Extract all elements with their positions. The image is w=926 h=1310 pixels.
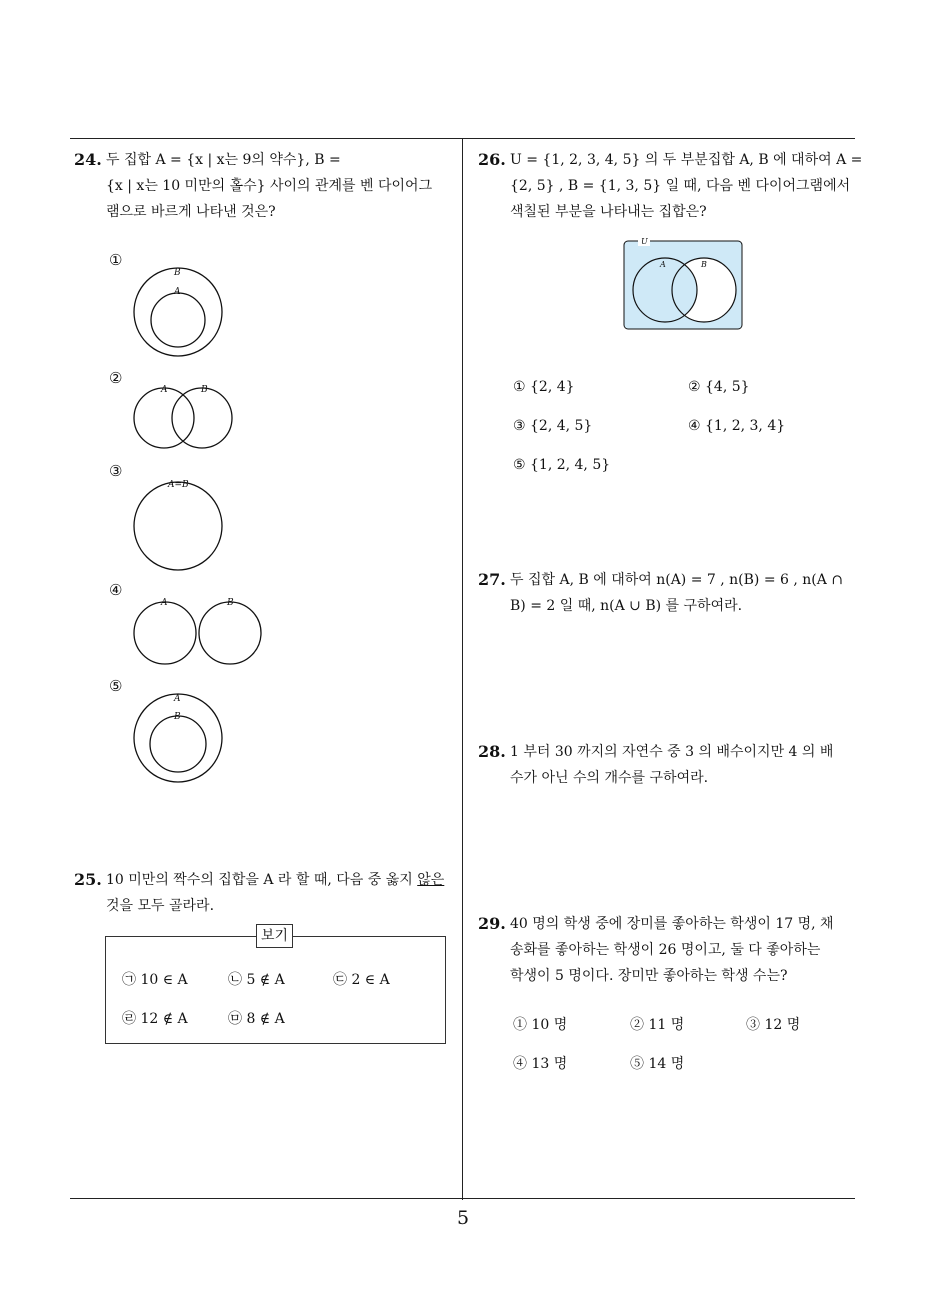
option-number[interactable]: ②: [109, 369, 123, 387]
question-line: 1 부터 30 까지의 자연수 중 3 의 배수이지만 4 의 배: [510, 744, 834, 760]
question-27: [478, 567, 860, 619]
question-line: B) = 2 일 때, n(A ∪ B) 를 구하여라.: [510, 598, 743, 614]
set-label: A: [161, 385, 168, 395]
bogi-item: ㉤ 8 ∉ A: [228, 1011, 285, 1027]
answer-choice-1[interactable]: ① 10 명: [513, 1017, 568, 1033]
answer-choice-5[interactable]: ⑤ {1, 2, 4, 5}: [513, 457, 611, 473]
answer-choice-1[interactable]: ① {2, 4}: [513, 379, 575, 395]
question-number: 28.: [478, 742, 506, 761]
question-line: 40 명의 학생 중에 장미를 좋아하는 학생이 17 명, 채: [510, 916, 834, 932]
bottom-rule: [70, 1198, 855, 1199]
question-26: [478, 147, 863, 225]
venn-diagram-shaded: [622, 238, 746, 332]
question-25: [74, 867, 456, 919]
set-label: A: [660, 260, 666, 269]
answer-choice-2[interactable]: ② 11 명: [630, 1017, 685, 1033]
question-line: [106, 867, 456, 893]
question-24: [74, 147, 456, 225]
option-number[interactable]: ①: [109, 251, 123, 269]
question-text: [510, 147, 863, 225]
option-number[interactable]: ③: [109, 462, 123, 480]
set-label: A: [174, 287, 181, 297]
set-label: B: [201, 385, 208, 395]
question-text: [106, 147, 456, 225]
question-text: [510, 739, 860, 791]
venn-diagram-option-2: [130, 380, 240, 455]
question-text: [510, 567, 860, 619]
question-line: 색칠된 부분을 나타내는 집합은?: [510, 204, 707, 220]
option-number[interactable]: ④: [109, 581, 123, 599]
question-number: 29.: [478, 914, 506, 933]
question-line: {2, 5} , B = {1, 3, 5} 일 때, 다음 벤 다이어그램에서: [510, 178, 851, 194]
set-label: A: [174, 694, 181, 704]
question-number: 24.: [74, 150, 102, 169]
set-label: B: [227, 598, 234, 608]
column-divider: [462, 138, 463, 1200]
page-number: 5: [456, 1207, 470, 1229]
question-text: [510, 911, 860, 989]
answer-choice-2[interactable]: ② {4, 5}: [688, 379, 750, 395]
option-number[interactable]: ⑤: [109, 677, 123, 695]
answer-choice-3[interactable]: ③ {2, 4, 5}: [513, 418, 593, 434]
bogi-item: ㉣ 12 ∉ A: [122, 1011, 188, 1027]
set-label: A: [161, 598, 168, 608]
question-29: [478, 911, 860, 989]
question-line: 학생이 5 명이다. 장미만 좋아하는 학생 수는?: [510, 968, 788, 984]
answer-choice-5[interactable]: ⑤ 14 명: [630, 1056, 685, 1072]
question-text: [106, 867, 456, 919]
question-line: U = {1, 2, 3, 4, 5} 의 두 부분집합 A, B 에 대하여 A =: [510, 152, 863, 168]
question-line: 램으로 바르게 나타낸 것은?: [106, 204, 276, 220]
question-number: 26.: [478, 150, 506, 169]
question-line: 송화를 좋아하는 학생이 26 명이고, 둘 다 좋아하는: [510, 942, 821, 958]
venn-diagram-option-1: [130, 262, 230, 362]
bogi-item: ㉠ 10 ∈ A: [122, 972, 188, 988]
answer-choice-4[interactable]: ④ {1, 2, 3, 4}: [688, 418, 786, 434]
question-number: 25.: [74, 870, 102, 889]
venn-diagram-option-4: [130, 594, 270, 669]
question-line: 것을 모두 골라라.: [106, 898, 215, 914]
question-number: 27.: [478, 570, 506, 589]
venn-diagram-option-5: [130, 688, 230, 788]
universe-label: U: [641, 238, 648, 246]
set-label: A=B: [168, 480, 189, 490]
question-line: 두 집합 A, B 에 대하여 n(A) = 7 , n(B) = 6 , n(A ∩: [510, 572, 844, 588]
answer-choice-3[interactable]: ③ 12 명: [746, 1017, 801, 1033]
question-line-text: 10 미만의 짝수의 집합을 A 라 할 때, 다음 중 옳지: [106, 872, 418, 888]
set-label: B: [701, 260, 707, 269]
set-label: B: [174, 712, 181, 722]
venn-diagram-option-3: [130, 476, 230, 576]
question-line: {x | x는 10 미만의 홀수} 사이의 관계를 벤 다이어그: [106, 178, 433, 194]
bogi-item: ㉢ 2 ∈ A: [333, 972, 390, 988]
set-label: B: [174, 268, 181, 278]
bogi-item: ㉡ 5 ∉ A: [228, 972, 285, 988]
answer-choice-4[interactable]: ④ 13 명: [513, 1056, 568, 1072]
question-line: 수가 아닌 수의 개수를 구하여라.: [510, 770, 709, 786]
question-line: 두 집합 A = {x | x는 9의 약수}, B =: [106, 152, 341, 168]
underlined-word: 않은: [417, 872, 445, 888]
question-28: [478, 739, 860, 791]
bogi-title: 보기: [256, 924, 293, 948]
